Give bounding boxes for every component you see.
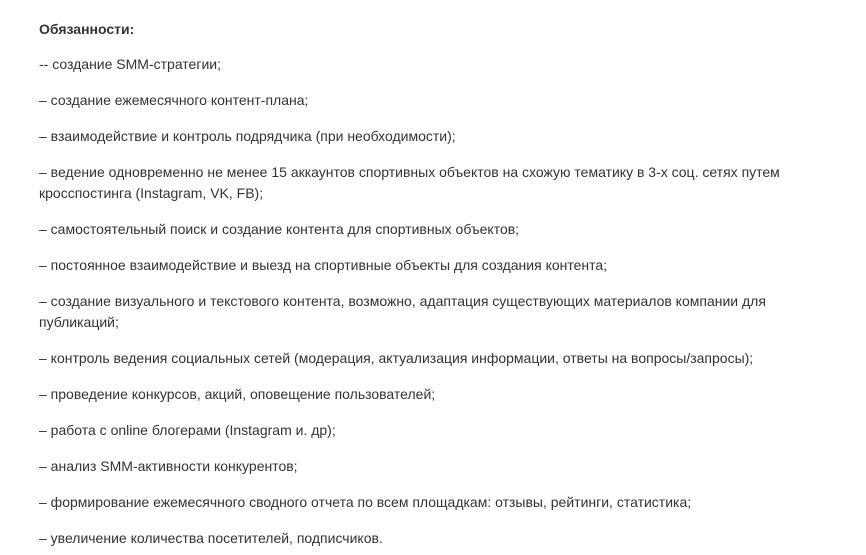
duty-item: – взаимодействие и контроль подрядчика (при необходимости); [39,128,456,144]
duty-item: -- создание SMM-стратегии; [39,56,221,72]
duty-item: – создание ежемесячного контент-плана; [39,92,309,108]
duty-item: – постоянное взаимодействие и выезд на спортивные объекты для создания контента; [39,257,608,273]
duty-item: – ведение одновременно не менее 15 аккаунтов спортивных объектов на схожую тематику в 3-х соц. сетях путем кросспостинга (Instagram, VK, FB); [39,164,780,201]
duty-item: – увеличение количества посетителей, подписчиков. [39,530,383,546]
duty-item: – самостоятельный поиск и создание контента для спортивных объектов; [39,221,520,237]
duty-item: – создание визуального и текстового контента, возможно, адаптация существующих материалов компании для публикаций; [39,293,766,330]
duty-item: – работа с online блогерами (Instagram и. др); [39,422,336,438]
duty-item: – анализ SMM-активности конкурентов; [39,458,298,474]
duty-item: – проведение конкурсов, акций, оповещение пользователей; [39,386,436,402]
duty-item: – формирование ежемесячного сводного отчета по всем площадкам: отзывы, рейтинги, статистика; [39,494,692,510]
duties-list [39,54,799,549]
duty-item: – контроль ведения социальных сетей (модерация, актуализация информации, ответы на вопросы/запросы); [39,350,754,366]
section-heading: Обязанности: [39,21,135,37]
